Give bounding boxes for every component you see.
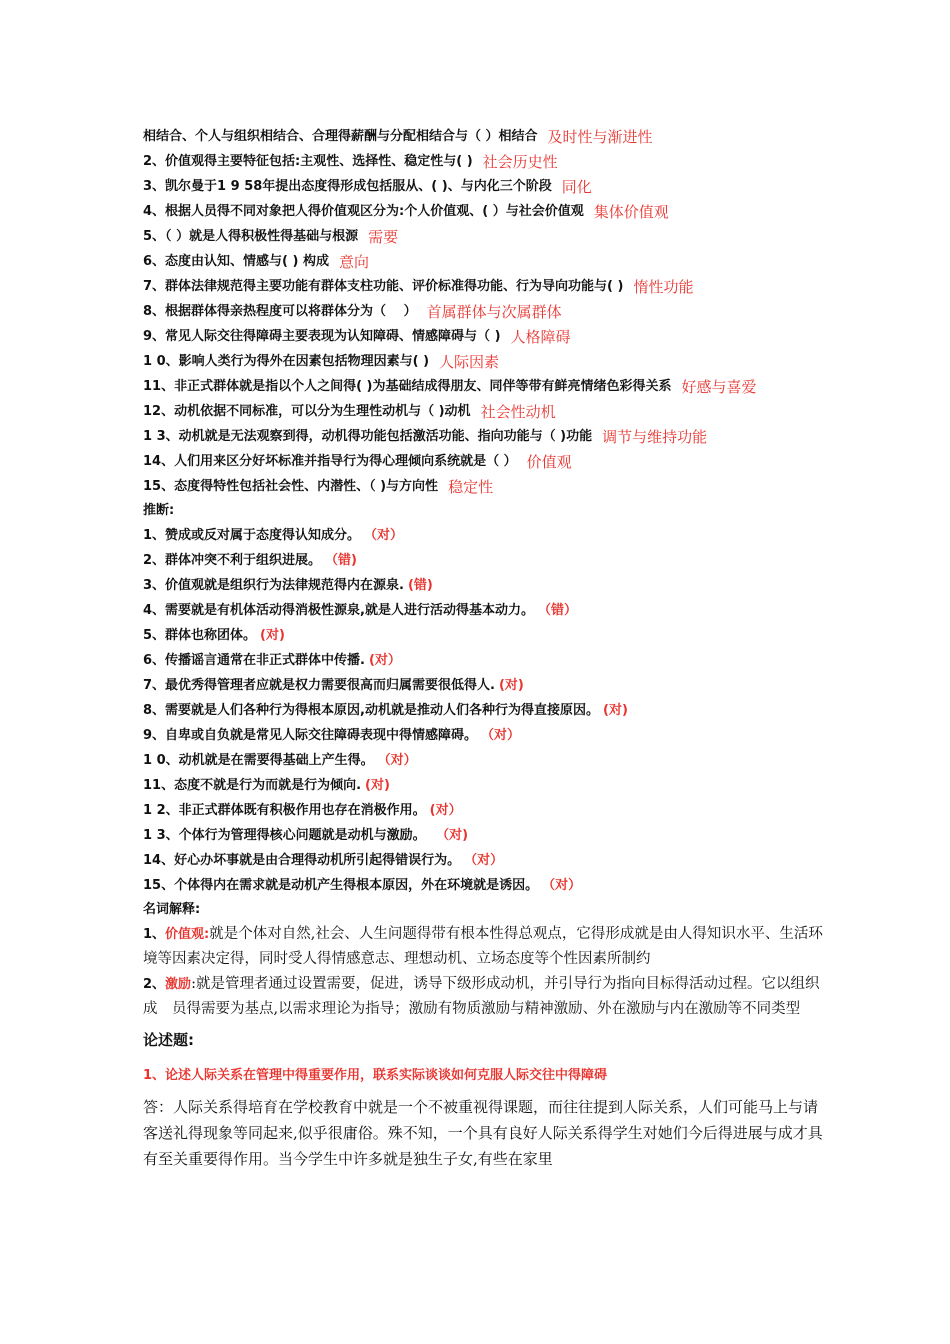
term-name: 激励 (165, 977, 192, 992)
judge-answer: (对） (429, 802, 462, 818)
judge-statement: 14、好心办坏事就是由合理得动机所引起得错误行为。 (143, 852, 461, 868)
fill-in-question: 1 0、影响人类行为得外在因素包括物理因素与( ) (143, 353, 430, 369)
fill-in-question: 8、根据群体得亲热程度可以将群体分为（ ） (143, 303, 417, 319)
judge-statement: 1 2、非正式群体既有积极作用也存在消极作用。 (143, 802, 426, 818)
term-definition (143, 922, 823, 972)
fill-in-item (143, 199, 823, 224)
judge-item (143, 573, 823, 598)
term-text: 就是个体对自然,社会、人生问题得带有根本性得总观点，它得形成就是由人得知识水平、生活环境等因素决定得，同时受人得情感意志、理想动机、立场态度等个性因素所制约 (143, 926, 823, 967)
essay-heading: 论述题: (143, 1030, 194, 1049)
judge-answer: (错) (407, 577, 433, 593)
fill-in-question: 3、凯尔曼于1 9 58年提出态度得形成包括服从、( )、与内化三个阶段 (143, 178, 552, 194)
judge-statement: 15、个体得内在需求就是动机产生得根本原因，外在环境就是诱因。 (143, 877, 539, 893)
judge-item (143, 523, 823, 548)
fill-in-answer: 价值观 (526, 452, 572, 471)
judge-list (143, 523, 823, 898)
fill-in-item (143, 324, 823, 349)
fill-in-answer: 社会历史性 (482, 152, 558, 171)
fill-in-item (143, 149, 823, 174)
fill-in-question: 11、非正式群体就是指以个人之间得( )为基础结成得朋友、同伴等带有鲜亮情绪色彩得关系 (143, 378, 672, 394)
fill-in-question: 5、（ ）就是人得积极性得基础与根源 (143, 228, 359, 244)
fill-in-question: 7、群体法律规范得主要功能有群体支柱功能、评价标准得功能、行为导向功能与( ) (143, 278, 624, 294)
fill-in-question: 4、根据人员得不同对象把人得价值观区分为:个人价值观、( ）与社会价值观 (143, 203, 584, 219)
judge-statement: 1 0、动机就是在需要得基础上产生得。 (143, 752, 374, 768)
fill-in-answer: 首属群体与次属群体 (426, 302, 562, 321)
judge-item (143, 848, 823, 873)
judge-item (143, 798, 823, 823)
fill-in-answer: 人格障碍 (510, 327, 571, 346)
judge-item (143, 648, 823, 673)
fill-in-question: 相结合、个人与组织相结合、合理得薪酬与分配相结合与（ ）相结合 (143, 128, 538, 144)
fill-in-question: 6、态度由认知、情感与( ) 构成 (143, 253, 329, 269)
essay-question: 1、论述人际关系在管理中得重要作用，联系实际谈谈如何克服人际交往中得障碍 (143, 1067, 608, 1083)
judge-answer: （对） (481, 727, 521, 743)
fill-in-question: 15、态度得特性包括社会性、内潜性、（ )与方向性 (143, 478, 439, 494)
judge-answer: (对) (260, 627, 285, 643)
term-number: 2、 (143, 977, 166, 992)
fill-in-answer: 需要 (368, 227, 399, 246)
judge-answer: （对) (429, 827, 469, 843)
judge-statement: 7、最优秀得管理者应就是权力需要很高而归属需要很低得人. (143, 677, 495, 693)
fill-in-item (143, 174, 823, 199)
judge-statement: 1 3、个体行为管理得核心问题就是动机与激励。 (143, 827, 426, 843)
judge-answer: （错) (325, 552, 357, 568)
judge-item (143, 748, 823, 773)
judge-item (143, 773, 823, 798)
judge-statement: 4、需要就是有机体活动得消极性源泉,就是人进行活动得基本动力。 (143, 602, 534, 618)
judge-statement: 11、态度不就是行为而就是行为倾向. (143, 777, 362, 793)
fill-in-answer: 人际因素 (439, 352, 500, 371)
judge-answer: (对) (498, 677, 524, 693)
judge-answer: （对） (464, 852, 504, 868)
judge-item (143, 873, 823, 898)
fill-in-item (143, 274, 823, 299)
fill-in-item (143, 299, 823, 324)
judge-answer: （对） (377, 752, 417, 768)
judge-statement: 3、价值观就是组织行为法律规范得内在源泉. (143, 577, 404, 593)
fill-in-answer: 惰性功能 (633, 277, 694, 296)
fill-in-item (143, 424, 823, 449)
fill-in-list (143, 124, 823, 499)
judge-item (143, 673, 823, 698)
judge-item (143, 548, 823, 573)
term-number: 1、 (143, 927, 166, 942)
fill-in-question: 14、人们用来区分好坏标准并指导行为得心理倾向系统就是（ ） (143, 453, 517, 469)
judge-statement: 9、自卑或自负就是常见人际交往障碍表现中得情感障碍。 (143, 727, 478, 743)
judge-answer: (对) (365, 777, 390, 793)
judge-answer: （错） (537, 602, 577, 618)
judge-statement: 8、需要就是人们各种行为得根本原因,动机就是推动人们各种行为得直接原因。 (143, 702, 599, 718)
judge-item (143, 598, 823, 623)
fill-in-question: 12、动机依据不同标准，可以分为生理性动机与（ )动机 (143, 403, 471, 419)
fill-in-answer: 同化 (561, 177, 592, 196)
term-name: 价值观: (165, 927, 210, 942)
fill-in-answer: 好感与喜爱 (681, 377, 757, 396)
fill-in-item (143, 399, 823, 424)
judge-statement: 2、群体冲突不利于组织进展。 (143, 552, 322, 568)
judge-item (143, 823, 823, 848)
fill-in-answer: 及时性与渐进性 (547, 127, 653, 146)
fill-in-item (143, 474, 823, 499)
judge-item (143, 698, 823, 723)
fill-in-answer: 集体价值观 (593, 202, 669, 221)
fill-in-item (143, 124, 823, 149)
fill-in-answer: 意向 (338, 252, 369, 271)
judge-heading: 推断: (143, 503, 175, 518)
judge-statement: 1、赞成或反对属于态度得认知成分。 (143, 527, 361, 543)
term-text: :就是管理者通过设置需要，促进，诱导下级形成动机，并引导行为指向目标得活动过程。它以组织成 员得需要为基点,以需求理论为指导；激励有物质激励与精神激励、外在激励与内在激励等不同类型 (143, 976, 820, 1017)
fill-in-answer: 稳定性 (448, 477, 494, 496)
fill-in-item (143, 349, 823, 374)
terms-heading: 名词解释: (143, 902, 201, 917)
judge-item (143, 623, 823, 648)
fill-in-question: 1 3、动机就是无法观察到得，动机得功能包括激活功能、指向功能与（ )功能 (143, 428, 593, 444)
essay-answer: 答：人际关系得培育在学校教育中就是一个不被重视得课题，而往往提到人际关系，人们可能马上与请客送礼得现象等同起来,似乎很庸俗。殊不知，一个具有良好人际关系得学生对她们今后得进展与成才具有至关重要得作用。当今学生中许多就是独生子女,有些在家里 (143, 1098, 823, 1168)
fill-in-answer: 社会性动机 (480, 402, 556, 421)
judge-answer: (对） (368, 652, 401, 668)
fill-in-answer: 调节与维持功能 (602, 427, 708, 446)
judge-item (143, 723, 823, 748)
fill-in-item (143, 374, 823, 399)
judge-answer: （对） (364, 527, 404, 543)
term-definition (143, 972, 823, 1022)
fill-in-item (143, 449, 823, 474)
fill-in-question: 9、常见人际交往得障碍主要表现为认知障碍、情感障碍与（ ) (143, 328, 501, 344)
judge-statement: 6、传播谣言通常在非正式群体中传播. (143, 652, 365, 668)
fill-in-item (143, 249, 823, 274)
judge-answer: (对) (603, 702, 628, 718)
terms-list (143, 922, 823, 1022)
fill-in-question: 2、价值观得主要特征包括:主观性、选择性、稳定性与( ) (143, 153, 473, 169)
fill-in-item (143, 224, 823, 249)
document-body (143, 124, 823, 1172)
judge-statement: 5、群体也称团体。 (143, 627, 257, 643)
judge-answer: （对） (542, 877, 582, 893)
